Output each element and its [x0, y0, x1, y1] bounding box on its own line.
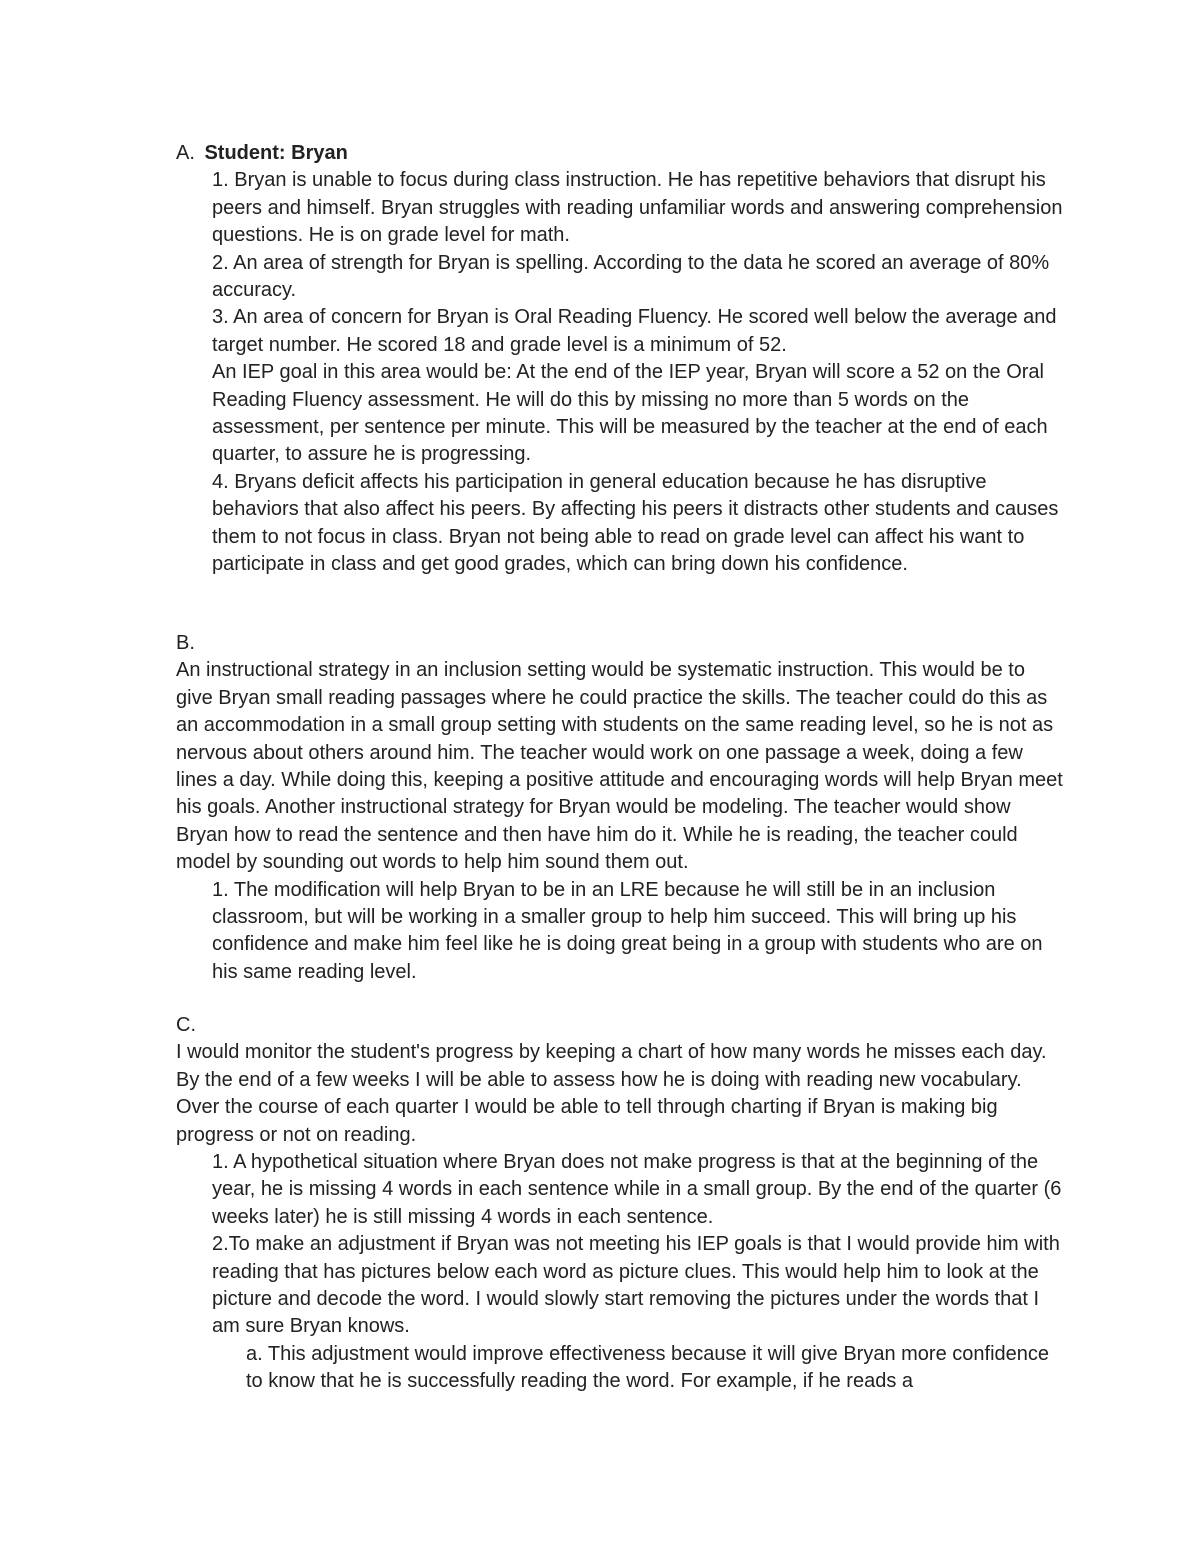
- section-c-item-2: 2.To make an adjustment if Bryan was not meeting his IEP goals is that I would provide him with reading that has pictures below each word as picture clues. This would help him to look at the picture and decode the word. I would slowly start removing the pictures under the words that I am sure Bryan knows.: [212, 1233, 1060, 1338]
- section-a: [176, 140, 1066, 579]
- section-a-letter: A.: [176, 142, 195, 164]
- section-a-iep-goal: An IEP goal in this area would be: At the end of the IEP year, Bryan will score a 52 on the Oral Reading Fluency assessment. He will do this by missing no more than 5 words on the assessment, per sentence per minute. This will be measured by the teacher at the end of each quarter, to assure he is progressing.: [212, 361, 1048, 466]
- section-c-item-1: 1. A hypothetical situation where Bryan does not make progress is that at the beginning of the year, he is missing 4 words in each sentence while in a small group. By the end of the quarter (6 weeks later) he is still missing 4 words in each sentence.: [212, 1151, 1062, 1228]
- section-c-letter: C.: [176, 1014, 196, 1036]
- section-a-heading: Student: Bryan: [204, 142, 348, 164]
- section-b-item-1: 1. The modification will help Bryan to be in an LRE because he will still be in an inclusion classroom, but will be working in a smaller group to help him succeed. This will bring up his confidence and make him feel like he is doing great being in a group with students who are on his same reading level.: [212, 878, 1043, 983]
- section-c: [176, 1012, 1066, 1396]
- section-a-item-1: 1. Bryan is unable to focus during class instruction. He has repetitive behaviors that disrupt his peers and himself. Bryan struggles with reading unfamiliar words and answering comprehension questions. He is on grade level for math.: [212, 169, 1063, 247]
- section-c-item-a: a. This adjustment would improve effectiveness because it will give Bryan more confidence to know that he is successfully reading the word. For example, if he reads a: [246, 1342, 1049, 1393]
- section-a-heading-line: [176, 140, 1066, 167]
- section-c-body: I would monitor the student's progress by keeping a chart of how many words he misses each day. By the end of a few weeks I will be able to assess how he is doing with reading new vocabulary. Over the course of each quarter I would be able to tell through charting if Bryan is making big progress or not on reading.: [176, 1041, 1047, 1146]
- section-b-letter: B.: [176, 632, 195, 654]
- section-b: [176, 630, 1066, 986]
- section-a-item-2: 2. An area of strength for Bryan is spelling. According to the data he scored an average of 80% accuracy.: [212, 251, 1050, 302]
- section-a-item-4: 4. Bryans deficit affects his participation in general education because he has disruptive behaviors that also affect his peers. By affecting his peers it distracts other students and causes them to not focus in class. Bryan not being able to read on grade level can affect his want to participate in class and get good grades, which can bring down his confidence.: [212, 470, 1059, 576]
- section-b-body: An instructional strategy in an inclusion setting would be systematic instruction. This would be to give Bryan small reading passages where he could practice the skills. The teacher could do this as an accommodation in a small group setting with students on the same reading level, so he is not as nervous about others around him. The teacher would work on one passage a week, doing a few lines a day. While doing this, keeping a positive attitude and encouraging words will help Bryan meet his goals. Another instructional strategy for Bryan would be modeling. The teacher would show Bryan how to read the sentence and then have him do it. While he is reading, the teacher could model by sounding out words to help him sound them out.: [176, 659, 1063, 874]
- section-a-item-3: 3. An area of concern for Bryan is Oral Reading Fluency. He scored well below the average and target number. He scored 18 and grade level is a minimum of 52.: [212, 306, 1057, 356]
